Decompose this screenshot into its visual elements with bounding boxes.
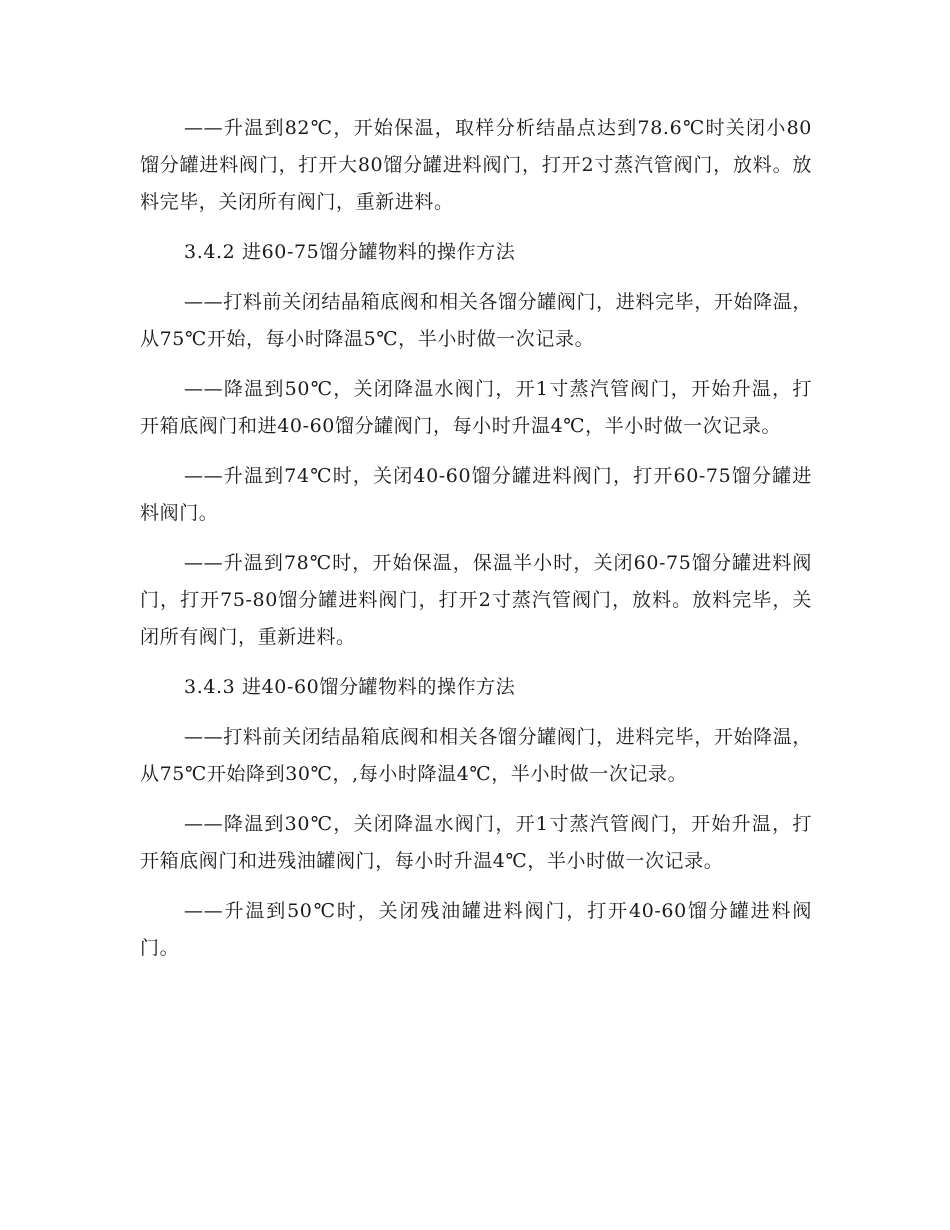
document-body [140, 110, 812, 980]
paragraph-prefill-cooling-60-75: ——打料前关闭结晶箱底阀和相关各馏分罐阀门，进料完毕，开始降温，从75℃开始，每小时降温5℃，半小时做一次记录。 [140, 291, 812, 350]
paragraph-heat-to-82: ——升温到82℃，开始保温，取样分析结晶点达到78.6℃时关闭小80馏分罐进料阀门，打开大80馏分罐进料阀门，打开2寸蒸汽管阀门，放料。放料完毕，关闭所有阀门，重新进料。 [140, 117, 812, 213]
paragraph-heat-to-74: ——升温到74℃时，关闭40-60馏分罐进料阀门，打开60-75馏分罐进料阀门。 [140, 465, 812, 524]
section-heading-3-4-2: 3.4.2 进60-75馏分罐物料的操作方法 [184, 241, 516, 263]
paragraph-cool-to-30: ——降温到30℃，关闭降温水阀门，开1寸蒸汽管阀门，开始升温，打开箱底阀门和进残油罐阀门，每小时升温4℃，半小时做一次记录。 [140, 813, 812, 872]
paragraph-prefill-cooling-40-60: ——打料前关闭结晶箱底阀和相关各馏分罐阀门，进料完毕，开始降温，从75℃开始降到30℃，,每小时降温4℃，半小时做一次记录。 [140, 726, 812, 785]
section-heading-3-4-3: 3.4.3 进40-60馏分罐物料的操作方法 [184, 676, 516, 698]
paragraph-heat-to-50: ——升温到50℃时，关闭残油罐进料阀门，打开40-60馏分罐进料阀门。 [140, 900, 812, 959]
paragraph-heat-to-78: ——升温到78℃时，开始保温，保温半小时，关闭60-75馏分罐进料阀门，打开75-80馏分罐进料阀门，打开2寸蒸汽管阀门，放料。放料完毕，关闭所有阀门，重新进料。 [140, 552, 812, 648]
paragraph-cool-to-50: ——降温到50℃，关闭降温水阀门，开1寸蒸汽管阀门，开始升温，打开箱底阀门和进40-60馏分罐阀门，每小时升温4℃，半小时做一次记录。 [140, 378, 812, 437]
